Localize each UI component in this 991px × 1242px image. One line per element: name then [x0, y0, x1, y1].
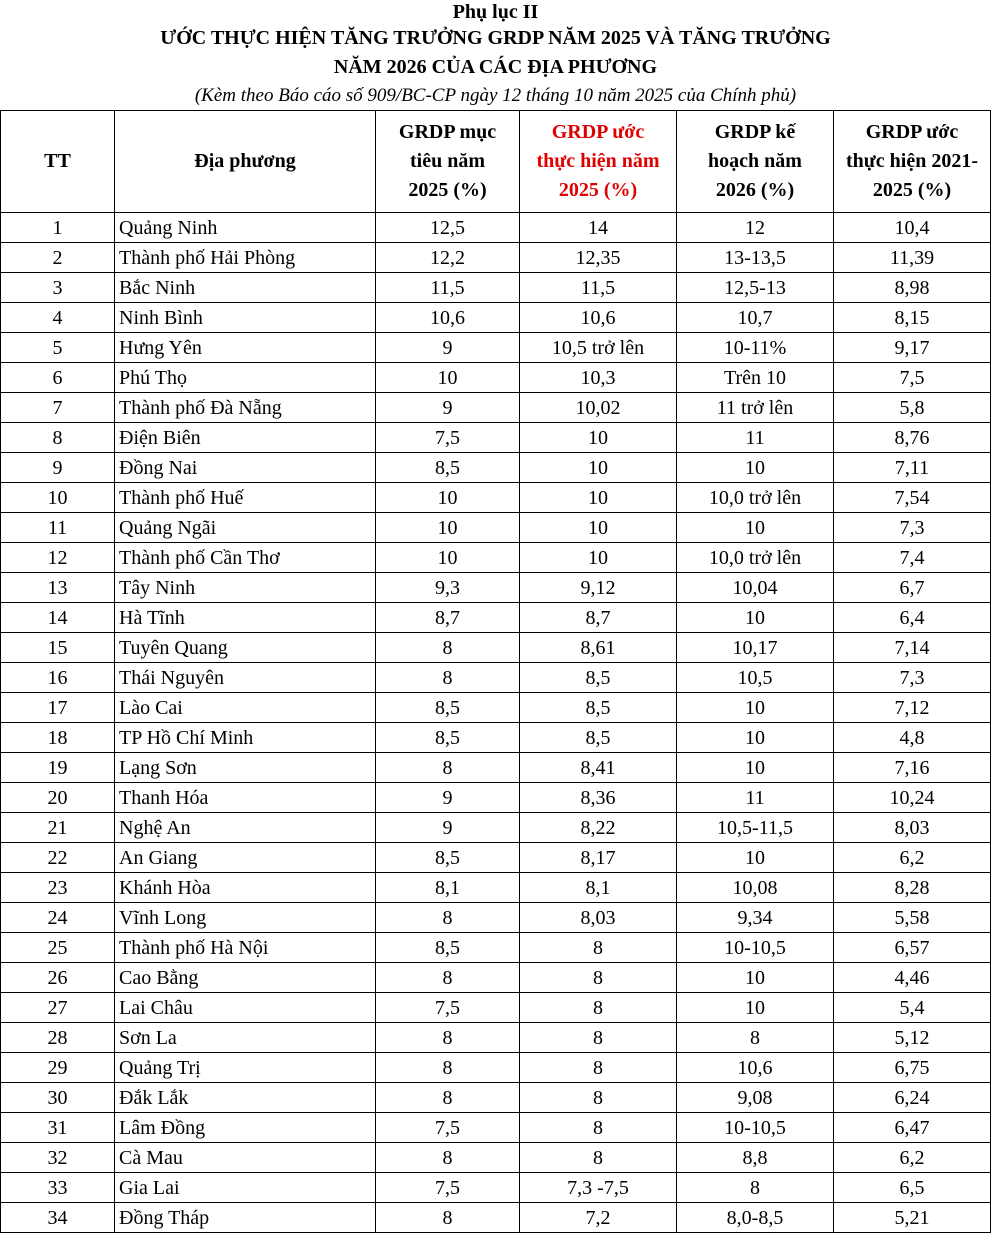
- table-row: [1, 543, 991, 573]
- cell-plan-2026: 10,0 trở lên: [677, 483, 834, 513]
- cell-tt: 19: [1, 753, 115, 783]
- cell-tt: 22: [1, 843, 115, 873]
- cell-tt: 30: [1, 1083, 115, 1113]
- cell-locality: An Giang: [115, 843, 376, 873]
- cell-tt: 17: [1, 693, 115, 723]
- header-tt: TT: [1, 111, 115, 213]
- cell-target-2025: 8,5: [376, 723, 520, 753]
- appendix-label: Phụ lục II: [452, 1, 539, 23]
- cell-estimate-2021-2025: 7,54: [834, 483, 991, 513]
- table-row: [1, 753, 991, 783]
- cell-estimate-2021-2025: 4,46: [834, 963, 991, 993]
- cell-estimate-2025: 8,1: [520, 873, 677, 903]
- cell-estimate-2021-2025: 7,11: [834, 453, 991, 483]
- cell-estimate-2025: 7,3 -7,5: [520, 1173, 677, 1203]
- cell-estimate-2021-2025: 8,03: [834, 813, 991, 843]
- cell-plan-2026: 10,17: [677, 633, 834, 663]
- cell-target-2025: 8,7: [376, 603, 520, 633]
- cell-estimate-2025: 8,5: [520, 723, 677, 753]
- cell-tt: 23: [1, 873, 115, 903]
- cell-target-2025: 8,5: [376, 453, 520, 483]
- cell-estimate-2021-2025: 6,2: [834, 1143, 991, 1173]
- cell-tt: 31: [1, 1113, 115, 1143]
- cell-estimate-2021-2025: 7,5: [834, 363, 991, 393]
- cell-target-2025: 11,5: [376, 273, 520, 303]
- cell-estimate-2021-2025: 7,3: [834, 513, 991, 543]
- cell-tt: 33: [1, 1173, 115, 1203]
- cell-estimate-2025: 8: [520, 1143, 677, 1173]
- cell-plan-2026: 10,0 trở lên: [677, 543, 834, 573]
- cell-target-2025: 8: [376, 1083, 520, 1113]
- cell-target-2025: 8: [376, 753, 520, 783]
- cell-estimate-2021-2025: 7,4: [834, 543, 991, 573]
- cell-estimate-2021-2025: 6,7: [834, 573, 991, 603]
- cell-target-2025: 8,5: [376, 693, 520, 723]
- cell-target-2025: 8: [376, 903, 520, 933]
- cell-plan-2026: 10: [677, 843, 834, 873]
- cell-locality: Thành phố Hải Phòng: [115, 243, 376, 273]
- cell-tt: 29: [1, 1053, 115, 1083]
- cell-locality: TP Hồ Chí Minh: [115, 723, 376, 753]
- cell-estimate-2025: 8,22: [520, 813, 677, 843]
- cell-estimate-2021-2025: 5,8: [834, 393, 991, 423]
- cell-estimate-2025: 8,03: [520, 903, 677, 933]
- cell-estimate-2021-2025: 7,3: [834, 663, 991, 693]
- table-row: [1, 573, 991, 603]
- table-row: [1, 1083, 991, 1113]
- header-line: 2025 (%): [408, 179, 487, 201]
- table-row: [1, 513, 991, 543]
- cell-plan-2026: 10: [677, 723, 834, 753]
- table-row: [1, 423, 991, 453]
- cell-target-2025: 9,3: [376, 573, 520, 603]
- table-row: [1, 993, 991, 1023]
- cell-estimate-2025: 10,5 trở lên: [520, 333, 677, 363]
- cell-plan-2026: 10: [677, 513, 834, 543]
- cell-locality: Khánh Hòa: [115, 873, 376, 903]
- table-row: [1, 843, 991, 873]
- cell-locality: Ninh Bình: [115, 303, 376, 333]
- cell-tt: 5: [1, 333, 115, 363]
- cell-estimate-2025: 8,17: [520, 843, 677, 873]
- cell-estimate-2021-2025: 6,2: [834, 843, 991, 873]
- cell-locality: Tuyên Quang: [115, 633, 376, 663]
- cell-plan-2026: 11: [677, 423, 834, 453]
- cell-locality: Quảng Ngãi: [115, 513, 376, 543]
- cell-estimate-2021-2025: 5,4: [834, 993, 991, 1023]
- cell-target-2025: 12,2: [376, 243, 520, 273]
- cell-estimate-2021-2025: 6,57: [834, 933, 991, 963]
- header-line: 2025 (%): [872, 179, 952, 201]
- cell-target-2025: 10: [376, 483, 520, 513]
- cell-estimate-2021-2025: 6,5: [834, 1173, 991, 1203]
- cell-locality: Hưng Yên: [115, 333, 376, 363]
- cell-tt: 20: [1, 783, 115, 813]
- cell-plan-2026: 10-10,5: [677, 933, 834, 963]
- cell-estimate-2025: 11,5: [520, 273, 677, 303]
- table-row: [1, 1113, 991, 1143]
- cell-estimate-2025: 8: [520, 1023, 677, 1053]
- cell-tt: 18: [1, 723, 115, 753]
- cell-estimate-2021-2025: 5,58: [834, 903, 991, 933]
- header-plan-2026: [677, 111, 834, 213]
- cell-estimate-2025: 10,6: [520, 303, 677, 333]
- cell-locality: Thành phố Cần Thơ: [115, 543, 376, 573]
- cell-locality: Nghệ An: [115, 813, 376, 843]
- cell-estimate-2025: 8,61: [520, 633, 677, 663]
- cell-target-2025: 7,5: [376, 993, 520, 1023]
- table-row: [1, 1143, 991, 1173]
- cell-estimate-2025: 8: [520, 993, 677, 1023]
- cell-tt: 34: [1, 1203, 115, 1233]
- header-line: GRDP kế: [714, 121, 796, 143]
- cell-target-2025: 7,5: [376, 1113, 520, 1143]
- cell-plan-2026: 11 trở lên: [677, 393, 834, 423]
- cell-estimate-2021-2025: 5,21: [834, 1203, 991, 1233]
- cell-estimate-2021-2025: 6,4: [834, 603, 991, 633]
- cell-plan-2026: 10: [677, 693, 834, 723]
- cell-tt: 7: [1, 393, 115, 423]
- cell-tt: 28: [1, 1023, 115, 1053]
- cell-tt: 6: [1, 363, 115, 393]
- cell-locality: Quảng Trị: [115, 1053, 376, 1083]
- header-line: GRDP mục: [398, 121, 497, 143]
- cell-plan-2026: Trên 10: [677, 363, 834, 393]
- cell-estimate-2025: 10: [520, 423, 677, 453]
- cell-plan-2026: 8: [677, 1023, 834, 1053]
- cell-plan-2026: 8,8: [677, 1143, 834, 1173]
- cell-estimate-2021-2025: 7,14: [834, 633, 991, 663]
- table-row: [1, 333, 991, 363]
- cell-locality: Quảng Ninh: [115, 213, 376, 243]
- header-estimate-2021-2025: [834, 111, 991, 213]
- cell-estimate-2025: 10: [520, 543, 677, 573]
- cell-estimate-2021-2025: 11,39: [834, 243, 991, 273]
- cell-locality: Lâm Đồng: [115, 1113, 376, 1143]
- cell-estimate-2025: 10: [520, 513, 677, 543]
- grdp-table: [0, 110, 991, 1233]
- table-row: [1, 933, 991, 963]
- header-line: tiêu năm: [410, 150, 485, 172]
- subtitle: (Kèm theo Báo cáo số 909/BC-CP ngày 12 tháng 10 năm 2025 của Chính phủ): [194, 85, 797, 106]
- cell-estimate-2021-2025: 8,15: [834, 303, 991, 333]
- cell-tt: 12: [1, 543, 115, 573]
- cell-locality: Thanh Hóa: [115, 783, 376, 813]
- cell-plan-2026: 9,08: [677, 1083, 834, 1113]
- header-line: hoạch năm: [708, 150, 802, 172]
- cell-estimate-2025: 8,7: [520, 603, 677, 633]
- cell-estimate-2025: 10: [520, 453, 677, 483]
- cell-plan-2026: 10,08: [677, 873, 834, 903]
- cell-locality: Thái Nguyên: [115, 663, 376, 693]
- header-line: thực hiện năm: [536, 150, 660, 172]
- cell-target-2025: 10,6: [376, 303, 520, 333]
- title-line-2: NĂM 2026 CỦA CÁC ĐỊA PHƯƠNG: [333, 56, 658, 78]
- cell-estimate-2025: 14: [520, 213, 677, 243]
- cell-plan-2026: 10,04: [677, 573, 834, 603]
- table-row: [1, 633, 991, 663]
- table-row: [1, 303, 991, 333]
- header-line: GRDP ước: [865, 121, 959, 143]
- cell-target-2025: 8,5: [376, 843, 520, 873]
- cell-locality: Sơn La: [115, 1023, 376, 1053]
- cell-estimate-2021-2025: 8,76: [834, 423, 991, 453]
- cell-plan-2026: 12: [677, 213, 834, 243]
- cell-locality: Tây Ninh: [115, 573, 376, 603]
- cell-tt: 15: [1, 633, 115, 663]
- table-row: [1, 273, 991, 303]
- cell-target-2025: 8,5: [376, 933, 520, 963]
- cell-plan-2026: 10: [677, 753, 834, 783]
- document-header: [0, 0, 991, 110]
- cell-tt: 13: [1, 573, 115, 603]
- cell-plan-2026: 8: [677, 1173, 834, 1203]
- cell-estimate-2021-2025: 8,98: [834, 273, 991, 303]
- cell-estimate-2021-2025: 6,47: [834, 1113, 991, 1143]
- cell-plan-2026: 10: [677, 453, 834, 483]
- cell-estimate-2021-2025: 8,28: [834, 873, 991, 903]
- cell-locality: Phú Thọ: [115, 363, 376, 393]
- cell-target-2025: 9: [376, 813, 520, 843]
- cell-plan-2026: 13-13,5: [677, 243, 834, 273]
- cell-target-2025: 8: [376, 633, 520, 663]
- cell-plan-2026: 8,0-8,5: [677, 1203, 834, 1233]
- cell-locality: Thành phố Đà Nẵng: [115, 393, 376, 423]
- cell-tt: 8: [1, 423, 115, 453]
- table-row: [1, 1173, 991, 1203]
- header-locality: Địa phương: [115, 111, 376, 213]
- cell-locality: Lạng Sơn: [115, 753, 376, 783]
- cell-locality: Điện Biên: [115, 423, 376, 453]
- table-row: [1, 663, 991, 693]
- cell-plan-2026: 10-10,5: [677, 1113, 834, 1143]
- cell-locality: Bắc Ninh: [115, 273, 376, 303]
- cell-target-2025: 10: [376, 513, 520, 543]
- cell-locality: Vĩnh Long: [115, 903, 376, 933]
- cell-tt: 16: [1, 663, 115, 693]
- cell-plan-2026: 10-11%: [677, 333, 834, 363]
- cell-tt: 2: [1, 243, 115, 273]
- cell-estimate-2025: 8,36: [520, 783, 677, 813]
- cell-estimate-2021-2025: 6,24: [834, 1083, 991, 1113]
- cell-target-2025: 8: [376, 963, 520, 993]
- table-row: [1, 363, 991, 393]
- cell-tt: 26: [1, 963, 115, 993]
- cell-estimate-2025: 10: [520, 483, 677, 513]
- cell-estimate-2025: 9,12: [520, 573, 677, 603]
- cell-locality: Cao Bằng: [115, 963, 376, 993]
- cell-target-2025: 9: [376, 393, 520, 423]
- cell-plan-2026: 10,5: [677, 663, 834, 693]
- table-row: [1, 393, 991, 423]
- cell-locality: Lào Cai: [115, 693, 376, 723]
- cell-plan-2026: 10,5-11,5: [677, 813, 834, 843]
- cell-plan-2026: 10: [677, 603, 834, 633]
- cell-estimate-2021-2025: 7,12: [834, 693, 991, 723]
- cell-estimate-2025: 8: [520, 1083, 677, 1113]
- cell-estimate-2021-2025: 7,16: [834, 753, 991, 783]
- cell-estimate-2025: 8,41: [520, 753, 677, 783]
- cell-tt: 27: [1, 993, 115, 1023]
- cell-tt: 1: [1, 213, 115, 243]
- table-row: [1, 483, 991, 513]
- cell-target-2025: 8: [376, 663, 520, 693]
- header-line: thực hiện 2021-: [845, 150, 978, 172]
- cell-target-2025: 9: [376, 333, 520, 363]
- table-row: [1, 783, 991, 813]
- cell-estimate-2021-2025: 5,12: [834, 1023, 991, 1053]
- cell-estimate-2021-2025: 4,8: [834, 723, 991, 753]
- cell-target-2025: 8: [376, 1023, 520, 1053]
- cell-tt: 32: [1, 1143, 115, 1173]
- cell-estimate-2021-2025: 10,4: [834, 213, 991, 243]
- table-row: [1, 873, 991, 903]
- cell-locality: Đồng Nai: [115, 453, 376, 483]
- cell-plan-2026: 10,6: [677, 1053, 834, 1083]
- cell-estimate-2025: 12,35: [520, 243, 677, 273]
- header-line: GRDP ước: [551, 121, 645, 143]
- cell-target-2025: 10: [376, 363, 520, 393]
- table-row: [1, 243, 991, 273]
- cell-plan-2026: 12,5-13: [677, 273, 834, 303]
- cell-estimate-2025: 10,02: [520, 393, 677, 423]
- cell-tt: 21: [1, 813, 115, 843]
- cell-tt: 3: [1, 273, 115, 303]
- table-row: [1, 213, 991, 243]
- table-row: [1, 453, 991, 483]
- cell-tt: 10: [1, 483, 115, 513]
- table-body: [1, 213, 991, 1233]
- cell-tt: 11: [1, 513, 115, 543]
- cell-estimate-2025: 8: [520, 1113, 677, 1143]
- cell-estimate-2025: 10,3: [520, 363, 677, 393]
- cell-estimate-2025: 8: [520, 963, 677, 993]
- cell-target-2025: 7,5: [376, 423, 520, 453]
- cell-estimate-2025: 7,2: [520, 1203, 677, 1233]
- cell-locality: Thành phố Huế: [115, 483, 376, 513]
- cell-tt: 9: [1, 453, 115, 483]
- table-row: [1, 693, 991, 723]
- cell-target-2025: 7,5: [376, 1173, 520, 1203]
- table-row: [1, 963, 991, 993]
- cell-plan-2026: 11: [677, 783, 834, 813]
- cell-target-2025: 12,5: [376, 213, 520, 243]
- cell-locality: Đắk Lắk: [115, 1083, 376, 1113]
- cell-plan-2026: 10,7: [677, 303, 834, 333]
- table-row: [1, 813, 991, 843]
- table-row: [1, 1053, 991, 1083]
- cell-tt: 25: [1, 933, 115, 963]
- cell-plan-2026: 10: [677, 993, 834, 1023]
- cell-locality: Đồng Tháp: [115, 1203, 376, 1233]
- cell-estimate-2025: 8,5: [520, 693, 677, 723]
- header-line: 2025 (%): [558, 179, 638, 201]
- cell-plan-2026: 10: [677, 963, 834, 993]
- table-row: [1, 603, 991, 633]
- cell-target-2025: 8: [376, 1053, 520, 1083]
- table-row: [1, 1023, 991, 1053]
- cell-tt: 14: [1, 603, 115, 633]
- cell-locality: Thành phố Hà Nội: [115, 933, 376, 963]
- cell-locality: Gia Lai: [115, 1173, 376, 1203]
- cell-estimate-2021-2025: 6,75: [834, 1053, 991, 1083]
- cell-target-2025: 8: [376, 1203, 520, 1233]
- table-row: [1, 1203, 991, 1233]
- title-line-1: ƯỚC THỰC HIỆN TĂNG TRƯỞNG GRDP NĂM 2025 VÀ TĂNG TRƯỞNG: [160, 27, 831, 49]
- cell-estimate-2025: 8: [520, 933, 677, 963]
- header-row: [1, 111, 991, 213]
- cell-estimate-2021-2025: 10,24: [834, 783, 991, 813]
- cell-estimate-2025: 8: [520, 1053, 677, 1083]
- cell-tt: 4: [1, 303, 115, 333]
- cell-locality: Cà Mau: [115, 1143, 376, 1173]
- header-target-2025: [376, 111, 520, 213]
- header-line: 2026 (%): [715, 179, 795, 201]
- cell-target-2025: 10: [376, 543, 520, 573]
- table-row: [1, 723, 991, 753]
- cell-plan-2026: 9,34: [677, 903, 834, 933]
- cell-locality: Lai Châu: [115, 993, 376, 1023]
- table-row: [1, 903, 991, 933]
- header-estimate-2025: [520, 111, 677, 213]
- cell-locality: Hà Tĩnh: [115, 603, 376, 633]
- cell-tt: 24: [1, 903, 115, 933]
- cell-target-2025: 8,1: [376, 873, 520, 903]
- cell-target-2025: 9: [376, 783, 520, 813]
- cell-target-2025: 8: [376, 1143, 520, 1173]
- cell-estimate-2021-2025: 9,17: [834, 333, 991, 363]
- cell-estimate-2025: 8,5: [520, 663, 677, 693]
